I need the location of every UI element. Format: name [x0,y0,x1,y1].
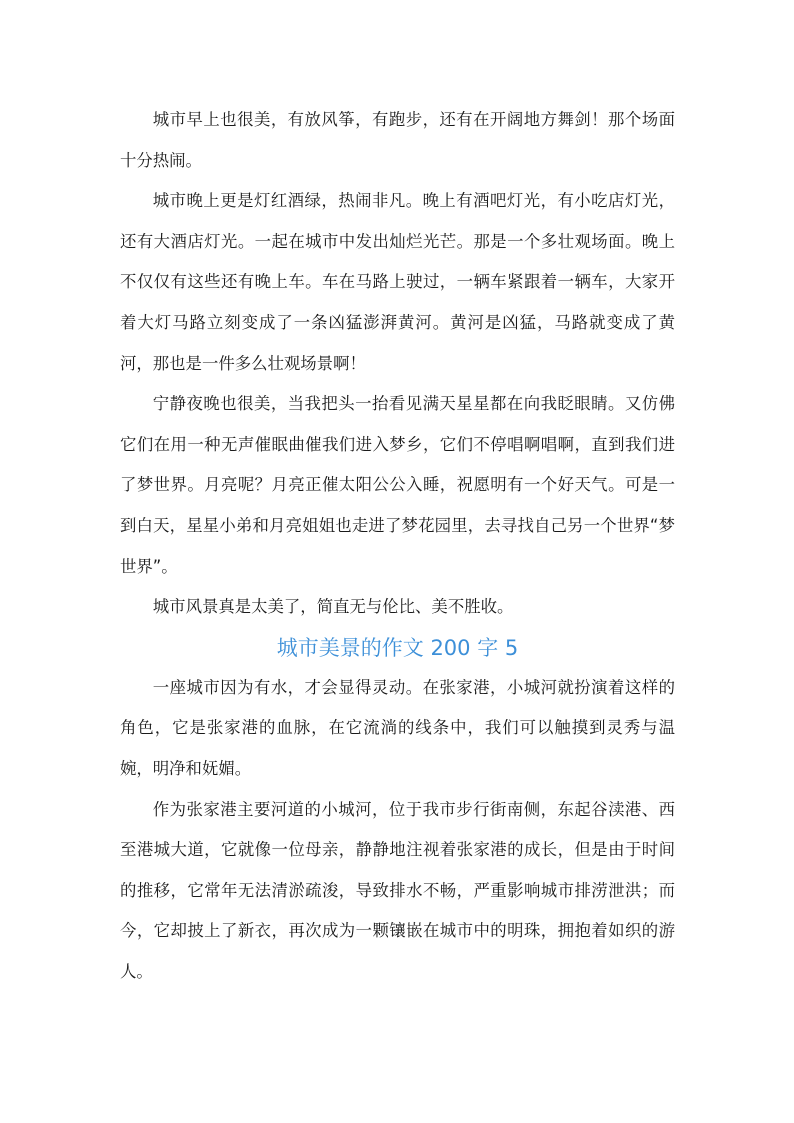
paragraph-evening: 城市晚上更是灯红酒绿，热闹非凡。晚上有酒吧灯光，有小吃店灯光，还有大酒店灯光。一起在城市中发出灿烂光芒。那是一个多壮观场面。晚上不仅仅有这些还有晚上车。车在马路上驶过，一辆车紧跟着一辆车，大家开着大灯马路立刻变成了一条凶猛澎湃黄河。黄河是凶猛，马路就变成了黄河，那也是一件多么壮观场景啊！ [120,191,675,373]
paragraph-night: 宁静夜晚也很美，当我把头一抬看见满天星星都在向我眨眼睛。又仿佛它们在用一种无声催眠曲催我们进入梦乡，它们不停唱啊唱啊，直到我们进了梦世界。月亮呢？月亮正催太阳公公入睡，祝愿明有一个好天气。可是一到白天，星星小弟和月亮姐姐也走进了梦花园里，去寻找自己另一个世界“梦世界”。 [120,394,675,576]
paragraph-summary: 城市风景真是太美了，简直无与伦比、美不胜收。 [152,597,514,617]
paragraph-morning: 城市早上也很美，有放风筝，有跑步，还有在开阔地方舞剑！那个场面十分热闹。 [120,110,675,170]
document-body [120,100,675,992]
section-heading: 城市美景的作文 200 字 5 [276,635,519,660]
paragraph-river: 作为张家港主要河道的小城河，位于我市步行街南侧，东起谷渎港、西至港城大道，它就像一位母亲，静静地注视着张家港的成长，但是由于时间的推移，它常年无法清淤疏浚，导致排水不畅，严重影响城市排涝泄洪；而今，它却披上了新衣，再次成为一颗镶嵌在城市中的明珠，拥抱着如织的游人。 [120,799,675,981]
paragraph-intro: 一座城市因为有水，才会显得灵动。在张家港，小城河就扮演着这样的角色，它是张家港的血脉，在它流淌的线条中，我们可以触摸到灵秀与温婉，明净和妩媚。 [120,677,675,778]
